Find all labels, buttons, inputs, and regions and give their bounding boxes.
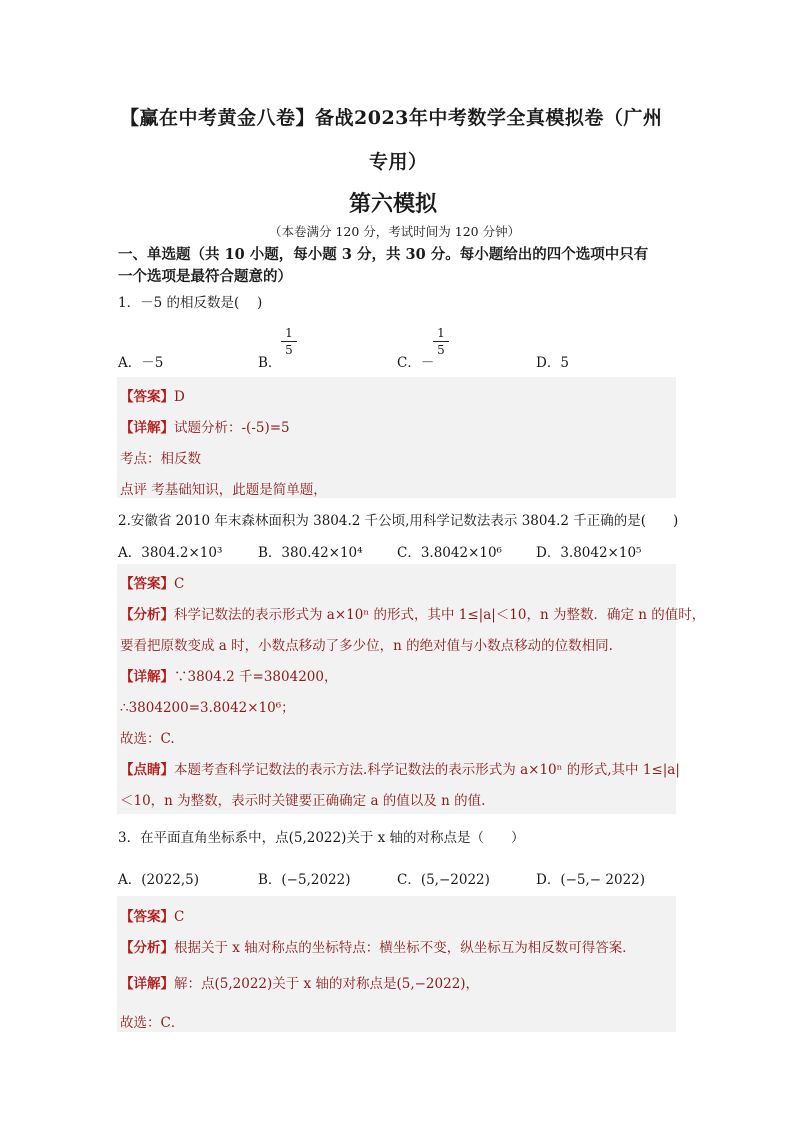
q1-option-c: C．－ bbox=[397, 355, 435, 371]
q1-answer bbox=[120, 385, 185, 405]
fraction-denominator: 5 bbox=[437, 343, 445, 357]
q2-option-d: D．3.8042×10⁵ bbox=[536, 545, 642, 561]
q2-detail-line3: 故选：C. bbox=[120, 731, 175, 747]
q3-answer bbox=[120, 905, 184, 925]
q1-comment: 点评 考基础知识，此题是简单题， bbox=[120, 482, 327, 498]
tip-text: 本题考查科学记数法的表示方法.科学记数法的表示形式为 a×10ⁿ 的形式,其中 1≤|a| bbox=[174, 762, 680, 778]
q2-option-c: C．3.8042×10⁶ bbox=[397, 545, 502, 561]
q2-option-a: A．3804.2×10³ bbox=[118, 545, 223, 561]
q1-detail bbox=[120, 416, 290, 436]
detail-label: 【详解】 bbox=[120, 420, 174, 436]
analysis-label: 【分析】 bbox=[120, 607, 174, 623]
q2-option-b: B．380.42×10⁴ bbox=[258, 545, 363, 561]
q2-analysis-line2: 要看把原数变成 a 时，小数点移动了多少位，n 的绝对值与小数点移动的位数相同. bbox=[120, 638, 613, 654]
q2-analysis-line1 bbox=[120, 603, 705, 623]
q2-stem: 2.安徽省 2010 年末森林面积为 3804.2 千公顷,用科学记数法表示 3804.2 千正确的是( ) bbox=[118, 513, 679, 529]
detail-label: 【详解】 bbox=[120, 976, 174, 992]
analysis-label: 【分析】 bbox=[120, 940, 174, 956]
section-heading-line2: 一个选项是最符合题意的） bbox=[118, 268, 292, 285]
answer-label: 【答案】 bbox=[120, 389, 174, 405]
fraction-numerator: 1 bbox=[285, 326, 293, 340]
analysis-text: 根据关于 x 轴对称点的坐标特点：横坐标不变，纵坐标互为相反数可得答案． bbox=[174, 940, 636, 956]
fraction-bar bbox=[281, 341, 297, 342]
answer-label: 【答案】 bbox=[120, 909, 174, 925]
answer-value: D bbox=[174, 389, 185, 405]
q3-detail bbox=[120, 972, 479, 992]
q3-option-b: B．(−5,2022) bbox=[258, 872, 351, 888]
answer-value: C bbox=[174, 576, 185, 592]
answer-value: C bbox=[174, 909, 185, 925]
q1-option-b: B． bbox=[258, 355, 282, 371]
fraction-numerator: 1 bbox=[437, 326, 445, 340]
q3-option-d: D．(−5,− 2022) bbox=[536, 872, 646, 888]
exam-title-line1: 【赢在中考黄金八卷】备战2023年中考数学全真模拟卷（广州 bbox=[120, 107, 663, 129]
q2-tip-line2: ＜10，n 为整数，表示时关键要正确确定 a 的值以及 n 的值. bbox=[120, 793, 486, 809]
q1-option-d: D．5 bbox=[536, 355, 569, 371]
analysis-text: 科学记数法的表示形式为 a×10ⁿ 的形式，其中 1≤|a|＜10，n 为整数．确定 n 的值时， bbox=[174, 607, 706, 623]
fraction-denominator: 5 bbox=[285, 343, 293, 357]
q2-answer bbox=[120, 572, 184, 592]
exam-title-line2: 专用） bbox=[369, 151, 428, 173]
detail-label: 【详解】 bbox=[120, 669, 174, 685]
q1-option-b-fraction bbox=[281, 326, 297, 357]
q2-detail-line1 bbox=[120, 665, 337, 685]
q1-point: 考点：相反数 bbox=[120, 451, 201, 467]
q3-stem: 3．在平面直角坐标系中，点(5,2022)关于 x 轴的对称点是（ ） bbox=[118, 830, 525, 846]
detail-text: 试题分析：-(-5)=5 bbox=[174, 420, 290, 436]
q1-option-c-fraction bbox=[433, 326, 449, 357]
detail-text: 解：点(5,2022)关于 x 轴的对称点是(5,−2022)， bbox=[174, 976, 480, 992]
section-heading-line1: 一、单选题（共 10 小题，每小题 3 分，共 30 分。每小题给出的四个选项中只有 bbox=[118, 246, 649, 263]
q3-conclusion: 故选：C． bbox=[120, 1015, 185, 1031]
q2-detail-line2: ∴3804200=3.8042×10⁶； bbox=[120, 700, 295, 716]
q3-option-c: C．(5,−2022) bbox=[397, 872, 490, 888]
fraction-bar bbox=[433, 341, 449, 342]
tip-label: 【点睛】 bbox=[120, 762, 174, 778]
exam-note: （本卷满分 120 分，考试时间为 120 分钟） bbox=[269, 224, 521, 239]
q1-option-a: A．－5 bbox=[118, 355, 164, 371]
q2-tip-line1 bbox=[120, 758, 680, 778]
exam-subtitle: 第六模拟 bbox=[349, 191, 438, 217]
detail-text: ∵3804.2 千=3804200， bbox=[174, 669, 338, 685]
q3-option-a: A．(2022,5) bbox=[118, 872, 200, 888]
q1-stem: 1．－5 的相反数是( ) bbox=[118, 295, 263, 311]
answer-label: 【答案】 bbox=[120, 576, 174, 592]
q3-answer-box bbox=[117, 896, 676, 1032]
q3-analysis bbox=[120, 936, 636, 956]
